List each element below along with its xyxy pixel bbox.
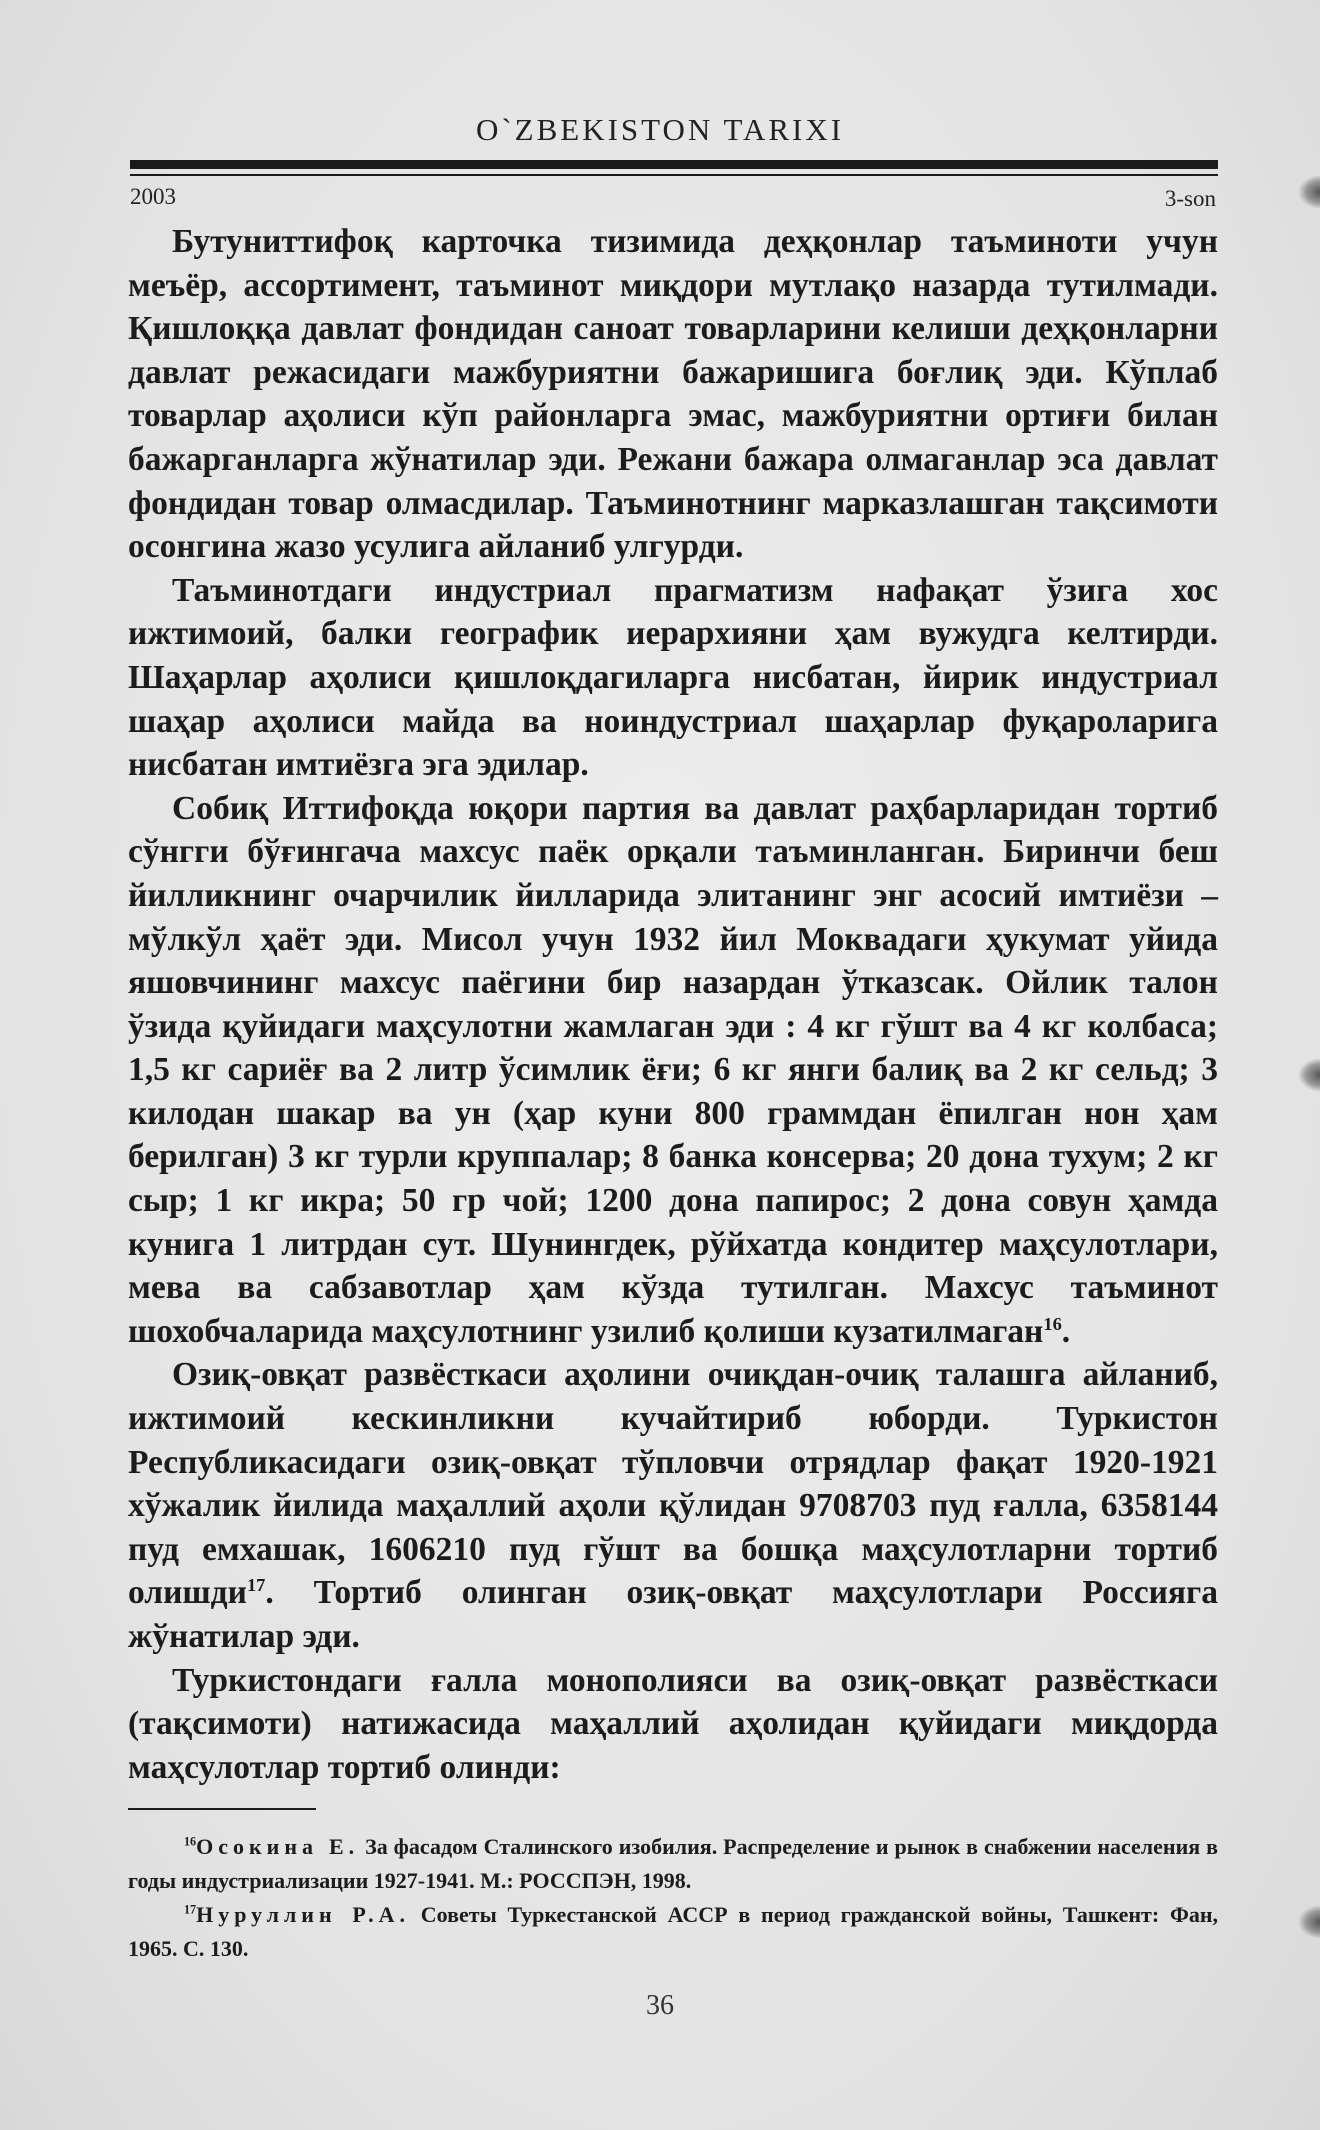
footnote-separator [128,1808,316,1810]
paragraph-text: Туркистондаги ғалла монополияси ва озиқ-овқат развёсткаси (тақсимоти) натижасида маҳаллий аҳолидан қуйидаги миқдорда маҳсулотлар тортиб олинди: [128,1661,1218,1786]
page-number: 36 [646,1990,674,2021]
paragraph-text: Таъминотдаги индустриал прагматизм нафақат ўзига хос ижтимоий, балки географик иерархияни ҳам вужудга келтирди. Шаҳарлар аҳолиси қишлоқдагиларга нисбатан, йирик индустриал шаҳар аҳолиси майда ва ноиндустриал шаҳарлар фуқароларига нисбатан имтиёзга эга эдилар. [128,571,1218,784]
paragraph-text: Озиқ-овқат развёсткаси аҳолини очиқдан-очиқ талашга айланиб, ижтимоий кескинликни кучайтириб юборди. Туркистон Республикасидаги озиқ-овқат тўпловчи отрядлар фақат 1920-1921 хўжалик йилида маҳаллий аҳоли қўлидан 9708703 пуд ғалла, 6358144 пуд емхашак, 1606210 пуд гўшт ва бошқа маҳсулотларни тортиб олишди [128,1356,1218,1612]
paragraph-text-tail: . Тортиб олинган озиқ-овқат маҳсулотлари Россияга жўнатилар эди. [128,1574,1218,1655]
paragraph-text: Бутуниттифоқ карточка тизимида деҳқонлар таъминоти учун меъёр, ассортимент, таъминот миқдори мутлақо назарда тутилмади. Қишлоққа давлат фондидан саноат товарларини келиши деҳқонларни давлат режасидаги мажбуриятни бажаришига боғлиқ эди. Кўплаб товарлар аҳолиси кўп районларга эмас, мажбуриятни ортиғи билан бажарганларга жўнатилар эди. Режани бажара олмаганлар эса давлат фондидан товар олмасдилар. Таъминотнинг марказлашган тақсимоти осонгина жазо усулига айланиб улгурди. [128,223,1218,566]
paragraph [128,1353,1218,1658]
paragraph [128,787,1218,1354]
footnote-author: Осокина Е. [196,1834,360,1859]
footnote [128,1898,1218,1966]
issue-year: 2003 [130,184,176,209]
binding-hole-mark [1298,1905,1320,1939]
footnote-ref[interactable]: 17 [246,1575,266,1596]
paragraph [128,569,1218,787]
paragraph [128,220,1218,569]
footnote-mark: 17 [184,1902,197,1917]
binding-hole-mark [1298,1058,1320,1092]
paragraph-text: Собиқ Иттифоқда юқори партия ва давлат раҳбарларидан тортиб сўнгги бўғингача махсус паёк орқали таъминланган. Биринчи беш йилликнинг очарчилик йилларида элитанинг энг асосий имтиёзи – мўлкўл ҳаёт эди. Мисол учун 1932 йил Моквадаги ҳукумат уйида яшовчининг махсус паёгини бир назардан ўтказсак. Ойлик талон ўзида қуйидаги маҳсулотни жамлаган эди : 4 кг гўшт ва 4 кг колбаса; 1,5 кг сариёғ ва 2 литр ўсимлик ёғи; 6 кг янги балиқ ва 2 кг сельд; 3 килодан шакар ва ун (ҳар куни 800 граммдан ёпилган нон ҳам берилган) 3 кг турли круппалар; 8 банка консерва; 20 дона тухум; 2 кг сыр; 1 кг икра; 50 гр чой; 1200 дона папирос; 2 дона совун ҳамда кунига 1 литрдан сут. Шунингдек, рўйхатда кондитер маҳсулотлари, мева ва сабзавотлар ҳам кўзда тутилган. Махсус таъминот шохобчаларида маҳсулотнинг узилиб қолиши кузатилмаган [128,789,1218,1350]
footnotes [128,1830,1218,1966]
header-rule-thick [130,160,1218,169]
footnote-text: За фасадом Сталинского изобилия. Распределение и рынок в снабжении населения в годы индустриализации 1927-1941. М.: РОССПЭН, 1998. [128,1834,1219,1893]
article-body [128,220,1218,1789]
footnote-author: Нуруллин Р.А. [196,1902,410,1927]
footnote-text: Советы Туркестанской АССР в период гражданской войны, Ташкент: Фан, 1965. С. 130. [128,1902,1219,1961]
paragraph-text-tail: . [1061,1312,1071,1350]
paragraph [128,1659,1218,1790]
footnote-ref[interactable]: 16 [1043,1313,1062,1334]
footnote-mark: 16 [184,1834,197,1849]
footnote [128,1830,1218,1898]
journal-title: O`ZBEKISTON TARIXI [475,112,845,147]
issue-number: 3-son [1164,186,1216,211]
binding-hole-mark [1298,175,1320,209]
header-rule-thin [130,174,1218,176]
